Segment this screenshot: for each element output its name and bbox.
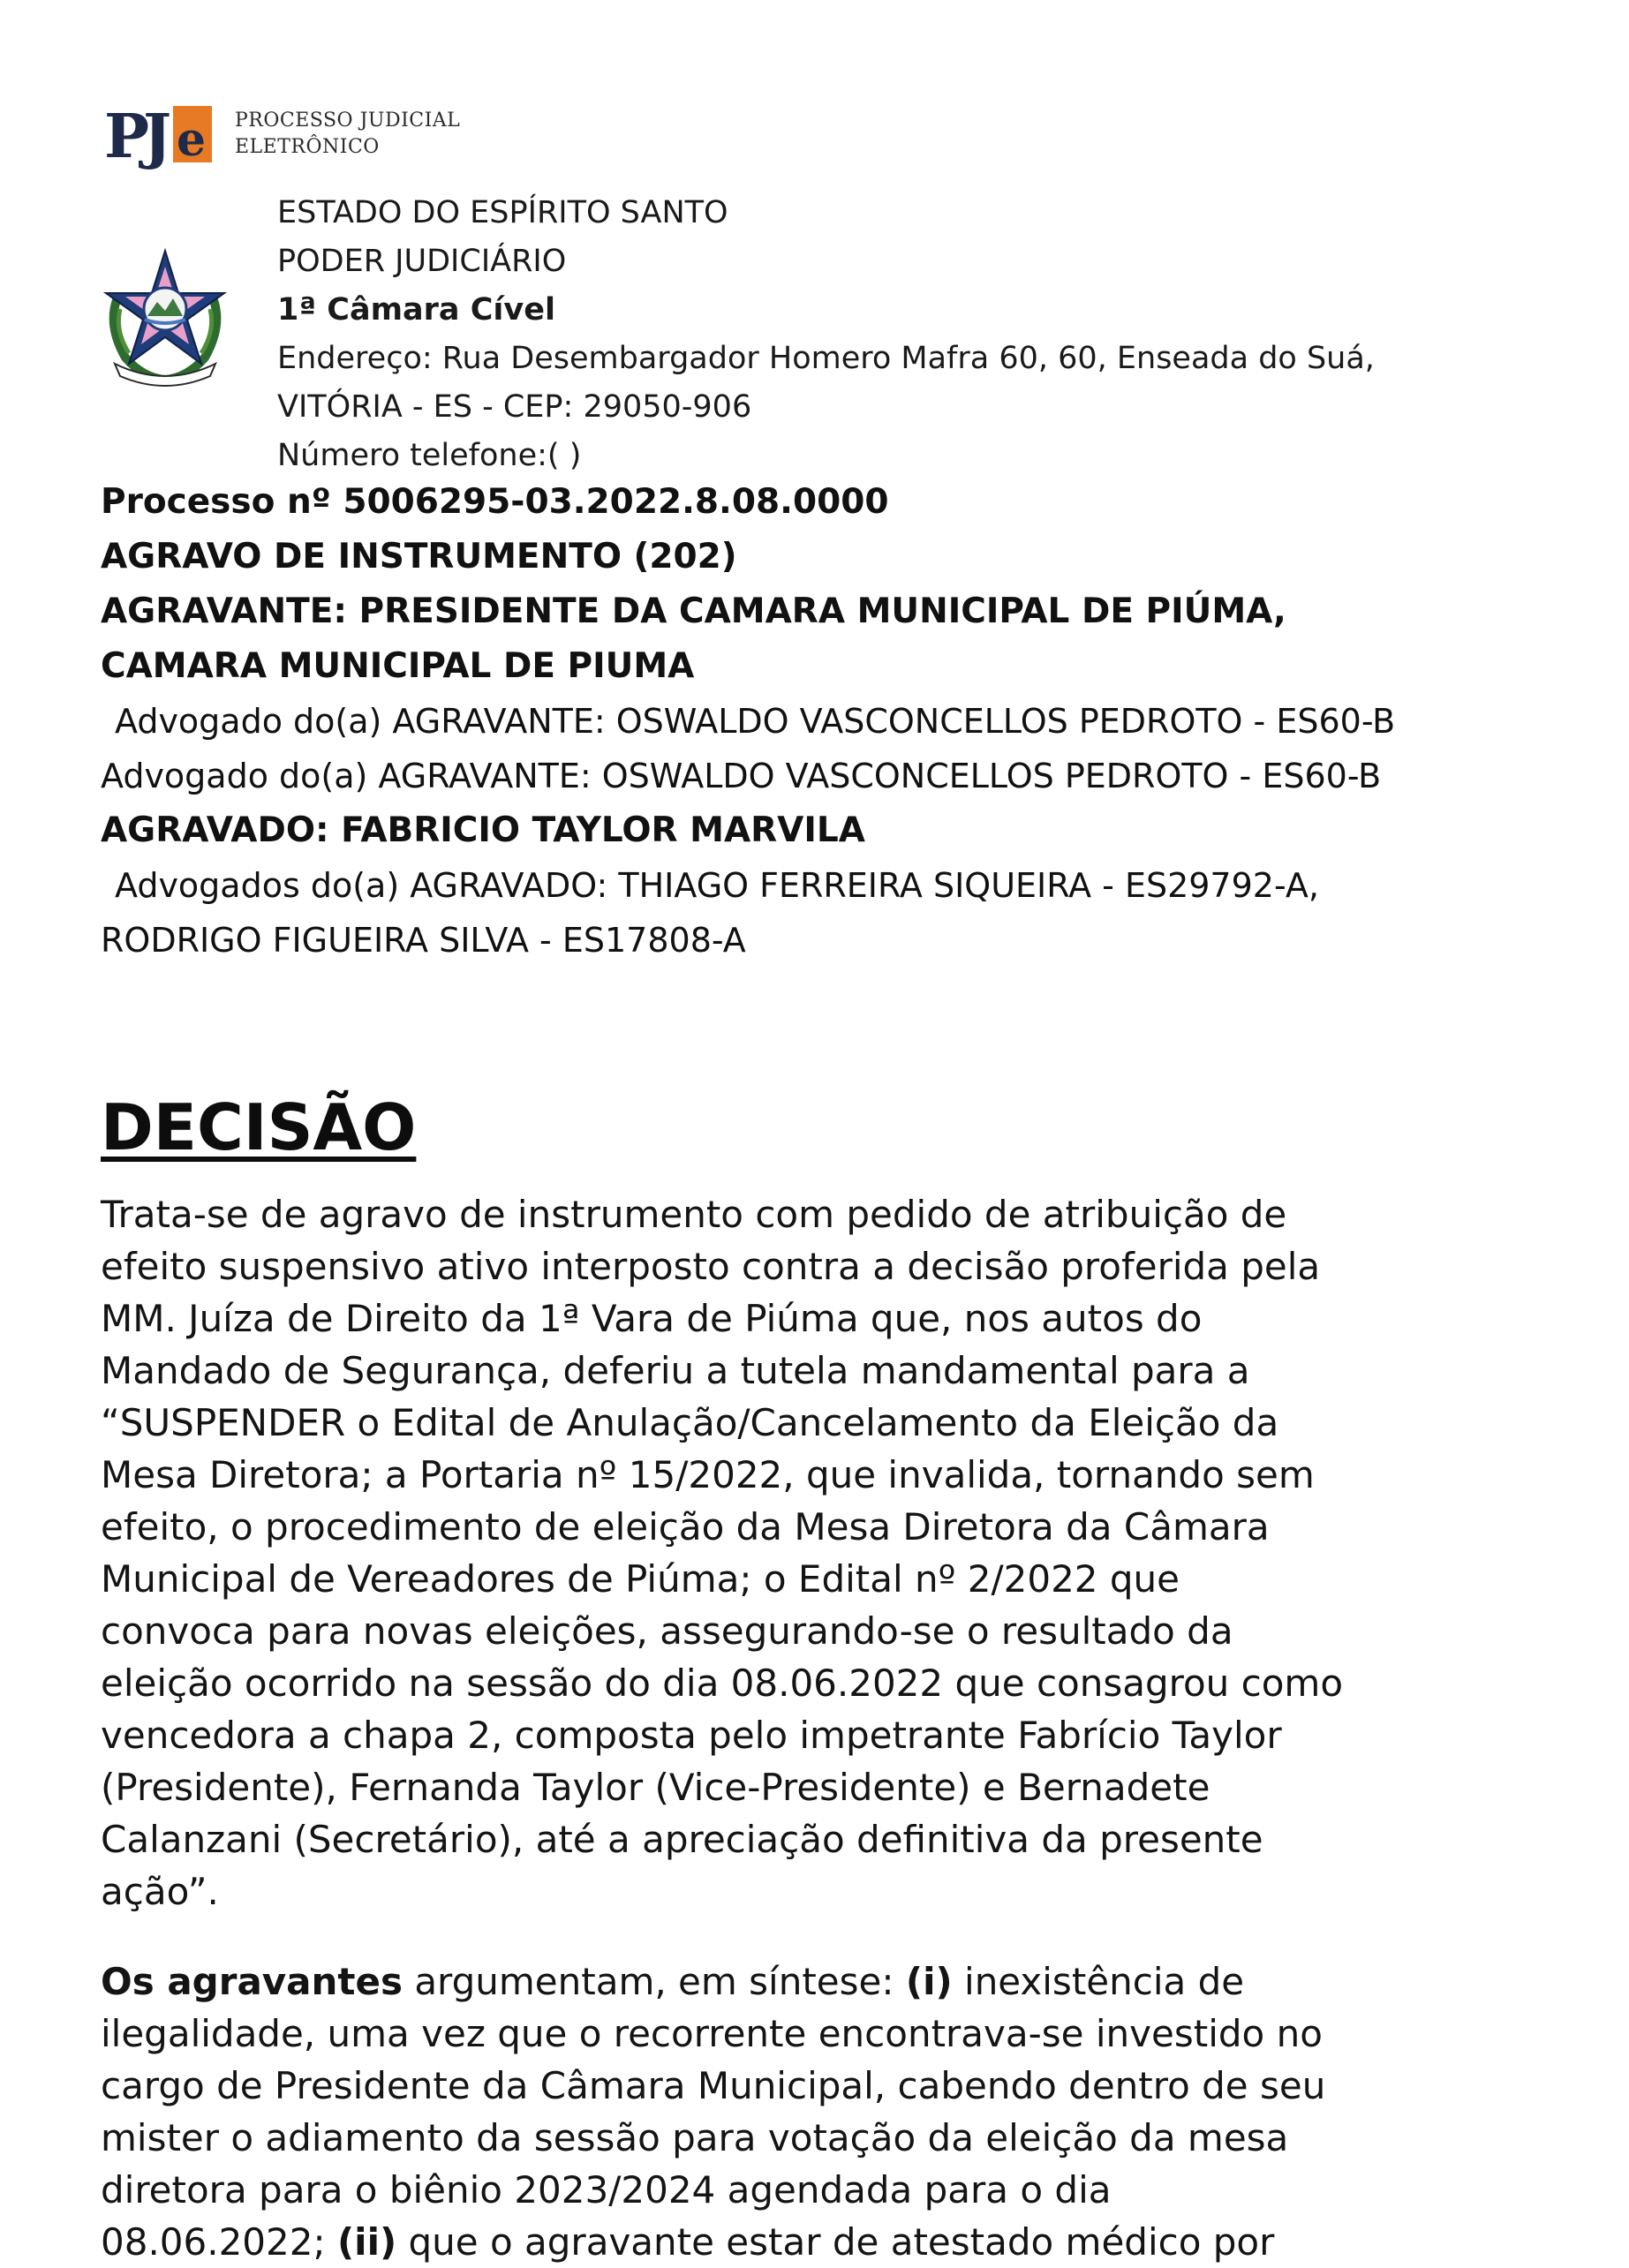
paragraph-line: eleição ocorrido na sessão do dia 08.06.2022 que consagrou como bbox=[101, 1661, 1344, 1705]
paragraph-line: convoca para novas eleições, assegurando-se o resultado da bbox=[101, 1609, 1233, 1653]
paragraph-line: Mesa Diretora; a Portaria nº 15/2022, que invalida, tornando sem bbox=[101, 1453, 1315, 1496]
process-number: Processo nº 5006295-03.2022.8.08.0000 bbox=[101, 482, 889, 522]
case-info bbox=[101, 475, 1602, 968]
paragraph-line: vencedora a chapa 2, composta pelo impetrante Fabrício Taylor bbox=[101, 1714, 1282, 1757]
appellant-line-1: AGRAVANTE: PRESIDENTE DA CAMARA MUNICIPAL DE PIÚMA, bbox=[101, 591, 1286, 631]
paragraph-line: MM. Juíza de Direito da 1ª Vara de Piúma que, nos autos do bbox=[101, 1297, 1203, 1340]
decision-paragraph-1 bbox=[101, 1188, 1602, 1918]
court-header bbox=[277, 189, 1602, 480]
paragraph-text: inexistência de bbox=[952, 1960, 1245, 2003]
paragraph-line: efeito suspensivo ativo interposto contra a decisão proferida pela bbox=[101, 1245, 1321, 1288]
case-class: AGRAVO DE INSTRUMENTO (202) bbox=[101, 537, 737, 576]
address-line-2: VITÓRIA - ES - CEP: 29050-906 bbox=[277, 389, 752, 425]
pje-logo-text bbox=[235, 108, 460, 161]
paragraph-line: Trata-se de agravo de instrumento com pedido de atribuição de bbox=[101, 1193, 1287, 1236]
svg-text:J: J bbox=[143, 102, 172, 170]
appellee-lawyers-line-1: Advogados do(a) AGRAVADO: THIAGO FERREIRA SIQUEIRA - ES29792-A, bbox=[115, 866, 1319, 905]
judicial-power: PODER JUDICIÁRIO bbox=[277, 244, 567, 279]
paragraph-line bbox=[101, 1955, 1602, 2008]
paragraph-line bbox=[101, 2216, 1602, 2268]
paragraph-line: (Presidente), Fernanda Taylor (Vice-Presidente) e Bernadete bbox=[101, 1766, 1210, 1809]
appellee-lawyers-line-2: RODRIGO FIGUEIRA SILVA - ES17808-A bbox=[101, 921, 746, 960]
address-line-1: Endereço: Rua Desembargador Homero Mafra 60, 60, Enseada do Suá, bbox=[277, 341, 1375, 376]
paragraph-line: cargo de Presidente da Câmara Municipal, cabendo dentro de seu bbox=[101, 2064, 1326, 2107]
appellee: AGRAVADO: FABRICIO TAYLOR MARVILA bbox=[101, 810, 865, 850]
paragraph-line: efeito, o procedimento de eleição da Mesa Diretora da Câmara bbox=[101, 1505, 1270, 1548]
coat-of-arms-icon bbox=[99, 247, 231, 388]
paragraph-line: ação”. bbox=[101, 1870, 219, 1913]
state-name: ESTADO DO ESPÍRITO SANTO bbox=[277, 195, 728, 230]
paragraph-line: mister o adiamento da sessão para votação da eleição da mesa bbox=[101, 2116, 1289, 2159]
paragraph-line: Municipal de Vereadores de Piúma; o Edital nº 2/2022 que bbox=[101, 1557, 1180, 1601]
paragraph-line: ilegalidade, uma vez que o recorrente encontrava-se investido no bbox=[101, 2012, 1323, 2055]
pje-logo-mark bbox=[104, 99, 217, 170]
decision-title: DECISÃO bbox=[101, 1090, 417, 1164]
paragraph-line: “SUSPENDER o Edital de Anulação/Cancelamento da Eleição da bbox=[101, 1401, 1279, 1444]
paragraph-text: 08.06.2022; bbox=[101, 2220, 337, 2264]
pje-logo-line2: ELETRÔNICO bbox=[235, 136, 380, 158]
paragraph-line: diretora para o biênio 2023/2024 agendada para o dia bbox=[101, 2168, 1112, 2211]
chamber-name: 1ª Câmara Cível bbox=[277, 292, 555, 328]
decision-paragraph-2 bbox=[101, 1955, 1602, 2268]
svg-text:e: e bbox=[177, 113, 207, 167]
phone-number: Número telefone:( ) bbox=[277, 438, 582, 473]
paragraph-text: que o agravante estar de atestado médico por bbox=[396, 2220, 1275, 2264]
appellant-lawyer-1: Advogado do(a) AGRAVANTE: OSWALDO VASCONCELLOS PEDROTO - ES60-B bbox=[115, 702, 1396, 741]
emphasis-text: Os agravantes bbox=[101, 1960, 403, 2003]
appellant-lawyer-2: Advogado do(a) AGRAVANTE: OSWALDO VASCONCELLOS PEDROTO - ES60-B bbox=[101, 757, 1382, 795]
paragraph-text: argumentam, em síntese: bbox=[402, 1960, 906, 2003]
svg-text:P: P bbox=[104, 102, 150, 170]
paragraph-line: Mandado de Segurança, deferiu a tutela mandamental para a bbox=[101, 1349, 1250, 1392]
pje-logo bbox=[104, 99, 475, 170]
appellant-line-2: CAMARA MUNICIPAL DE PIUMA bbox=[101, 646, 695, 686]
pje-logo-line1: PROCESSO JUDICIAL bbox=[235, 109, 461, 132]
item-marker: (i) bbox=[905, 1960, 953, 2003]
paragraph-line: Calanzani (Secretário), até a apreciação definitiva da presente bbox=[101, 1818, 1263, 1861]
item-marker: (ii) bbox=[336, 2220, 397, 2264]
